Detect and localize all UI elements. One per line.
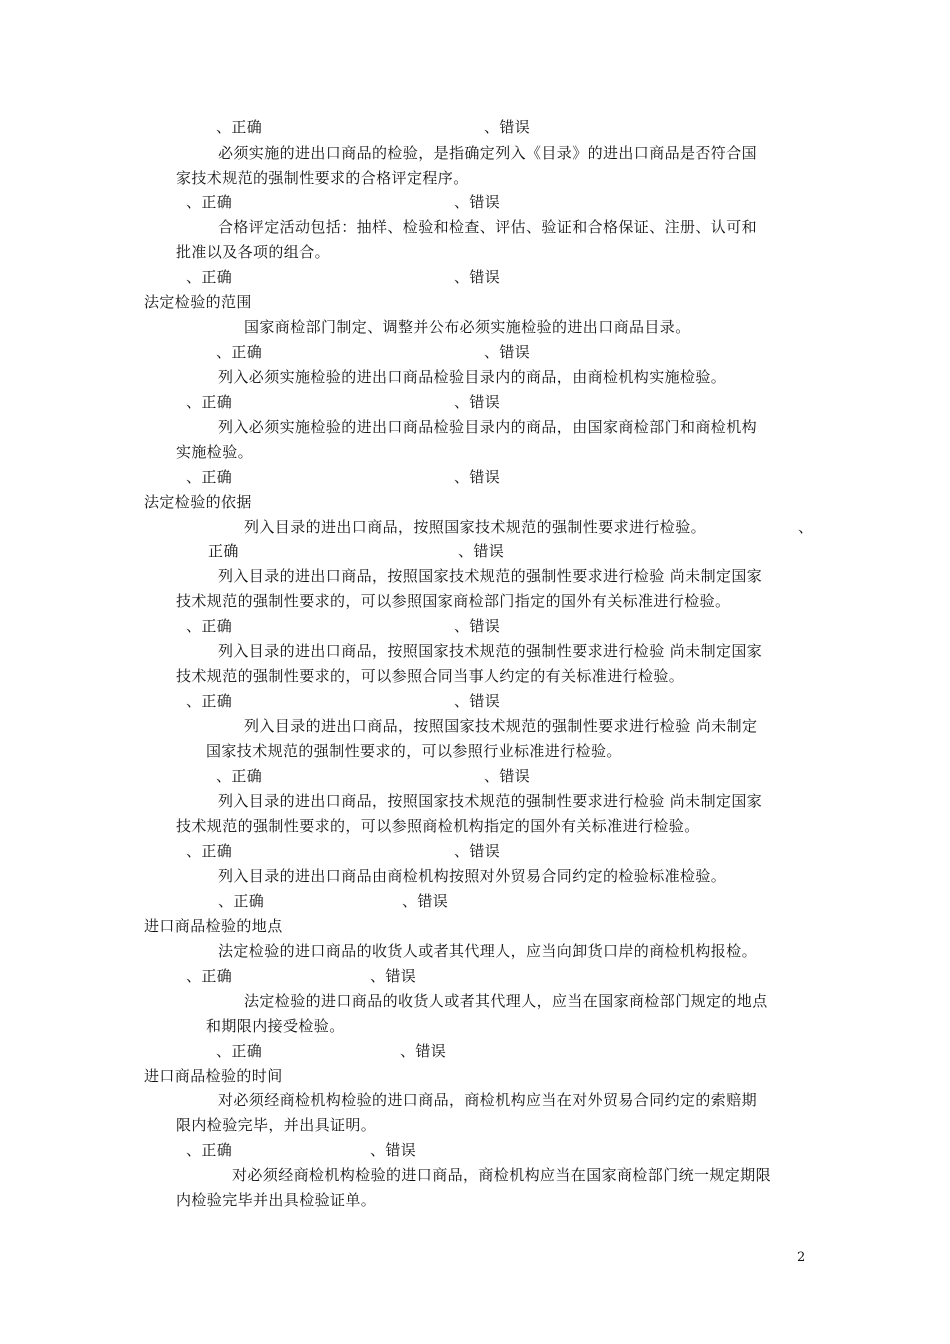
option-correct: 、正确 — [216, 767, 263, 785]
question-text: 列入目录的进出口商品，按照国家技术规范的强制性要求进行检验 尚未制定国家 — [218, 792, 763, 810]
question-text: 和期限内接受检验。 — [206, 1017, 345, 1035]
option-correct: 正确 — [208, 542, 239, 560]
option-mark: 、 — [798, 518, 814, 536]
option-wrong: 、错误 — [454, 268, 501, 286]
question-text: 列入目录的进出口商品，按照国家技术规范的强制性要求进行检验 尚未制定国家 — [218, 567, 763, 585]
question-text: 必须实施的进出口商品的检验，是指确定列入《目录》的进出口商品是否符合国 — [218, 144, 758, 162]
question-text: 法定检验的进口商品的收货人或者其代理人，应当在国家商检部门规定的地点 — [244, 992, 768, 1010]
option-wrong: 、错误 — [454, 468, 501, 486]
section-heading: 法定检验的依据 — [144, 493, 252, 511]
question-text: 内检验完毕并出具检验证单。 — [176, 1191, 377, 1209]
option-wrong: 、错误 — [454, 692, 501, 710]
option-wrong: 、错误 — [484, 343, 531, 361]
question-text: 国家商检部门制定、调整并公布必须实施检验的进出口商品目录。 — [244, 318, 691, 336]
option-correct: 、正确 — [186, 393, 233, 411]
option-correct: 、正确 — [186, 193, 233, 211]
option-correct: 、正确 — [186, 468, 233, 486]
question-text: 限内检验完毕，并出具证明。 — [176, 1116, 377, 1134]
question-text: 技术规范的强制性要求的，可以参照合同当事人约定的有关标准进行检验。 — [176, 667, 685, 685]
option-correct: 、正确 — [186, 692, 233, 710]
section-heading: 法定检验的范围 — [144, 293, 252, 311]
question-text: 国家技术规范的强制性要求的，可以参照行业标准进行检验。 — [206, 742, 622, 760]
question-text: 实施检验。 — [176, 443, 254, 461]
question-text: 技术规范的强制性要求的，可以参照国家商检部门指定的国外有关标准进行检验。 — [176, 592, 731, 610]
question-text: 列入目录的进出口商品，按照国家技术规范的强制性要求进行检验 尚未制定国家 — [218, 642, 763, 660]
question-text: 法定检验的进口商品的收货人或者其代理人，应当向卸货口岸的商检机构报检。 — [218, 942, 758, 960]
question-text: 对必须经商检机构检验的进口商品，商检机构应当在对外贸易合同约定的索赔期 — [218, 1091, 758, 1109]
option-wrong: 、错误 — [454, 842, 501, 860]
option-wrong: 、错误 — [454, 393, 501, 411]
question-text: 家技术规范的强制性要求的合格评定程序。 — [176, 169, 469, 187]
option-correct: 、正确 — [186, 967, 233, 985]
option-wrong: 、错误 — [370, 1141, 417, 1159]
question-text: 列入目录的进出口商品，按照国家技术规范的强制性要求进行检验 尚未制定 — [244, 717, 758, 735]
option-wrong: 、错误 — [402, 892, 449, 910]
question-text: 对必须经商检机构检验的进口商品，商检机构应当在国家商检部门统一规定期限 — [232, 1166, 772, 1184]
option-wrong: 、错误 — [454, 193, 501, 211]
option-wrong: 、错误 — [484, 767, 531, 785]
page-number: 2 — [797, 1250, 806, 1265]
section-heading: 进口商品检验的地点 — [144, 917, 283, 935]
option-correct: 、正确 — [216, 343, 263, 361]
option-wrong: 、错误 — [484, 118, 531, 136]
option-correct: 、正确 — [186, 268, 233, 286]
option-correct: 、正确 — [186, 842, 233, 860]
question-text: 技术规范的强制性要求的，可以参照商检机构指定的国外有关标准进行检验。 — [176, 817, 700, 835]
question-text: 列入必须实施检验的进出口商品检验目录内的商品，由国家商检部门和商检机构 — [218, 418, 758, 436]
option-correct: 、正确 — [186, 617, 233, 635]
question-text: 列入目录的进出口商品由商检机构按照对外贸易合同约定的检验标准检验。 — [218, 867, 727, 885]
section-heading: 进口商品检验的时间 — [144, 1067, 283, 1085]
option-wrong: 、错误 — [400, 1042, 447, 1060]
question-text: 合格评定活动包括：抽样、检验和检查、评估、验证和合格保证、注册、认可和 — [218, 218, 758, 236]
option-correct: 、正确 — [186, 1141, 233, 1159]
option-correct: 、正确 — [218, 892, 265, 910]
option-wrong: 、错误 — [454, 617, 501, 635]
option-wrong: 、错误 — [370, 967, 417, 985]
option-correct: 、正确 — [216, 118, 263, 136]
question-text: 列入目录的进出口商品，按照国家技术规范的强制性要求进行检验。 — [244, 518, 707, 536]
question-text: 批准以及各项的组合。 — [176, 243, 331, 261]
option-wrong: 、错误 — [458, 542, 505, 560]
option-correct: 、正确 — [216, 1042, 263, 1060]
question-text: 列入必须实施检验的进出口商品检验目录内的商品，由商检机构实施检验。 — [218, 368, 727, 386]
